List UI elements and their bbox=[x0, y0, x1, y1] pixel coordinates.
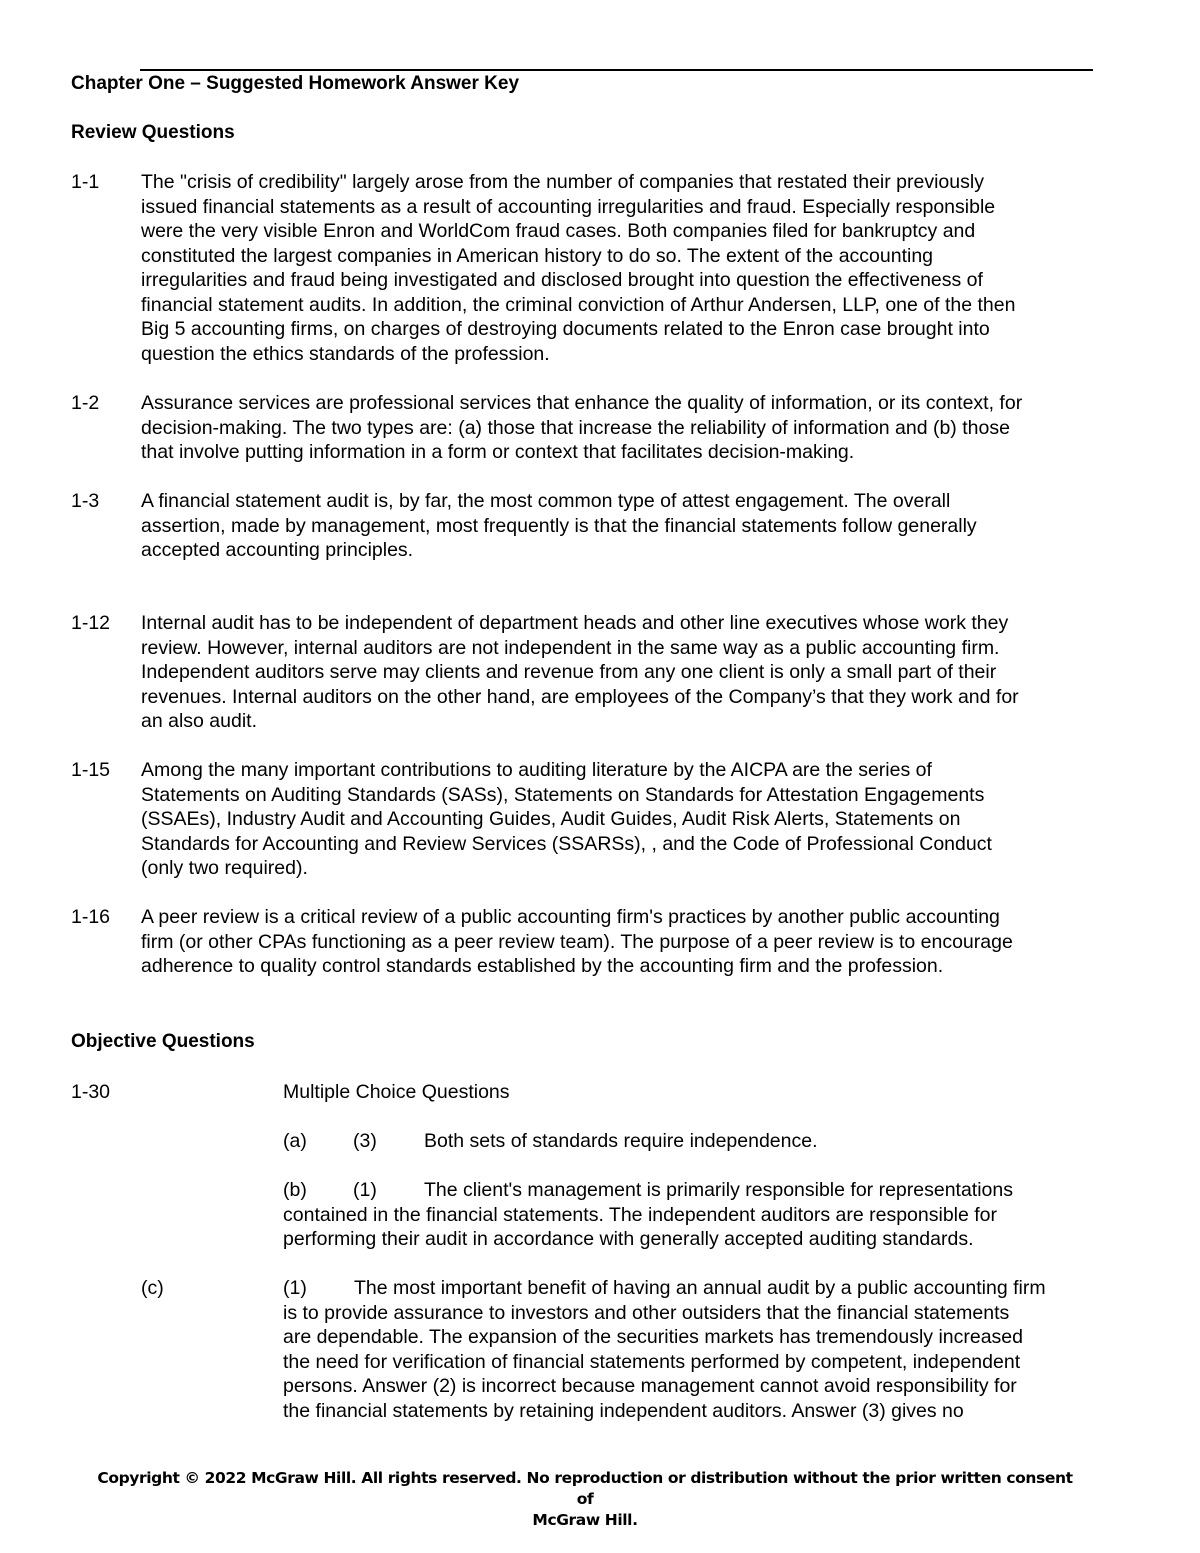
question-answer bbox=[141, 170, 1136, 366]
answer-line: question the ethics standards of the profession. bbox=[141, 342, 550, 365]
answer-line: performing their audit in accordance with generally accepted auditing standards. bbox=[283, 1228, 974, 1250]
question-number: 1-1 bbox=[71, 171, 100, 193]
answer-choice: (3) bbox=[353, 1130, 377, 1152]
answer-line: an also audit. bbox=[141, 710, 258, 732]
answer-line: A peer review is a critical review of a public accounting firm's practices by another public accounting bbox=[141, 906, 1000, 928]
answer-line: The most important benefit of having an annual audit by a public accounting firm bbox=[354, 1277, 1046, 1299]
answer-choice: (1) bbox=[283, 1277, 307, 1299]
footer-line: Copyright © 2022 McGraw Hill. All rights reserved. No reproduction or distribution without the prior written consent of bbox=[97, 1469, 1073, 1508]
answer-line: the financial statements by retaining independent auditors. Answer (3) gives no bbox=[283, 1399, 964, 1422]
question-title: Multiple Choice Questions bbox=[283, 1081, 510, 1103]
answer-line: the need for verification of financial statements performed by competent, independent bbox=[283, 1350, 1021, 1373]
question-answer bbox=[141, 489, 1136, 563]
answer-line: firm (or other CPAs functioning as a peer review team). The purpose of a peer review is to encourage bbox=[141, 930, 1013, 953]
answer-line: The client's management is primarily responsible for representations bbox=[424, 1179, 1013, 1201]
answer-line: Big 5 accounting firms, on charges of destroying documents related to the Enron case brought into bbox=[141, 318, 990, 340]
answer-line: Independent auditors serve may clients and revenue from any one client is only a small part of their bbox=[141, 661, 997, 683]
answer-line: Among the many important contributions to auditing literature by the AICPA are the series of bbox=[141, 759, 932, 781]
answer-part-label: (b) bbox=[283, 1179, 307, 1201]
answer-line: were the very visible Enron and WorldCom fraud cases. Both companies filed for bankruptcy and bbox=[141, 220, 976, 242]
answer-line: persons. Answer (2) is incorrect because management cannot avoid responsibility for bbox=[283, 1375, 1017, 1397]
footer-line: McGraw Hill. bbox=[532, 1511, 638, 1529]
answer-part-label: (c) bbox=[141, 1277, 164, 1299]
answer-line: Internal audit has to be independent of department heads and other line executives whose work they bbox=[141, 612, 1009, 634]
question-number: 1-16 bbox=[71, 906, 111, 928]
document-title: Chapter One – Suggested Homework Answer Key bbox=[71, 73, 520, 94]
answer-choice: (1) bbox=[353, 1179, 377, 1201]
objective-questions-heading: Objective Questions bbox=[71, 1031, 255, 1052]
answer-line: review. However, internal auditors are not independent in the same way as a public accounting firm. bbox=[141, 636, 1000, 659]
question-number: 1-15 bbox=[71, 759, 111, 781]
answer-line: (only two required). bbox=[141, 857, 308, 879]
review-questions-heading: Review Questions bbox=[71, 122, 235, 143]
answer-line: adherence to quality control standards established by the accounting firm and the profession. bbox=[141, 955, 944, 977]
answer-line: Standards for Accounting and Review Services (SSARSs), , and the Code of Professional Conduct bbox=[141, 832, 992, 855]
question-number: 1-2 bbox=[71, 392, 100, 414]
answer-part-label: (a) bbox=[283, 1130, 307, 1152]
answer-line: issued financial statements as a result of accounting irregularities and fraud. Especially responsible bbox=[141, 195, 996, 218]
answer-line: financial statement audits. In addition, the criminal conviction of Arthur Andersen, LLP, one of the then bbox=[141, 293, 1016, 316]
answer-line: that involve putting information in a form or context that facilitates decision-making. bbox=[141, 441, 855, 463]
answer-line: Both sets of standards require independence. bbox=[424, 1130, 818, 1152]
answer-line: Assurance services are professional services that enhance the quality of information, or its context, for bbox=[141, 392, 1023, 414]
copyright-footer bbox=[90, 1468, 1080, 1531]
question-number: 1-12 bbox=[71, 612, 111, 634]
header-rule bbox=[140, 69, 1093, 71]
answer-line: revenues. Internal auditors on the other hand, are employees of the Company’s that they work and for bbox=[141, 685, 1019, 708]
answer-line: decision-making. The two types are: (a) those that increase the reliability of information and (b) those bbox=[141, 416, 1010, 439]
answer-line: A financial statement audit is, by far, the most common type of attest engagement. The overall bbox=[141, 490, 951, 512]
answer-line: Statements on Auditing Standards (SASs), Statements on Standards for Attestation Engagements bbox=[141, 783, 985, 806]
answer-line: (SSAEs), Industry Audit and Accounting Guides, Audit Guides, Audit Risk Alerts, Statements on bbox=[141, 808, 961, 830]
question-answer bbox=[141, 611, 1136, 734]
question-answer bbox=[141, 391, 1136, 465]
answer-line: irregularities and fraud being investigated and disclosed brought into question the effectiveness of bbox=[141, 269, 983, 291]
question-answer bbox=[141, 905, 1136, 979]
answer-line: contained in the financial statements. The independent auditors are responsible for bbox=[283, 1203, 998, 1226]
answer-line: The "crisis of credibility" largely arose from the number of companies that restated their previously bbox=[141, 171, 984, 193]
question-answer bbox=[141, 758, 1136, 881]
question-number: 1-30 bbox=[71, 1081, 111, 1103]
answer-line: accepted accounting principles. bbox=[141, 539, 414, 561]
answer-line: are dependable. The expansion of the securities markets has tremendously increased bbox=[283, 1326, 1023, 1348]
answer-line: is to provide assurance to investors and other outsiders that the financial statements bbox=[283, 1301, 1010, 1324]
question-number: 1-3 bbox=[71, 490, 100, 512]
answer-line: assertion, made by management, most frequently is that the financial statements follow generally bbox=[141, 514, 977, 537]
answer-line: constituted the largest companies in American history to do so. The extent of the accounting bbox=[141, 244, 934, 267]
